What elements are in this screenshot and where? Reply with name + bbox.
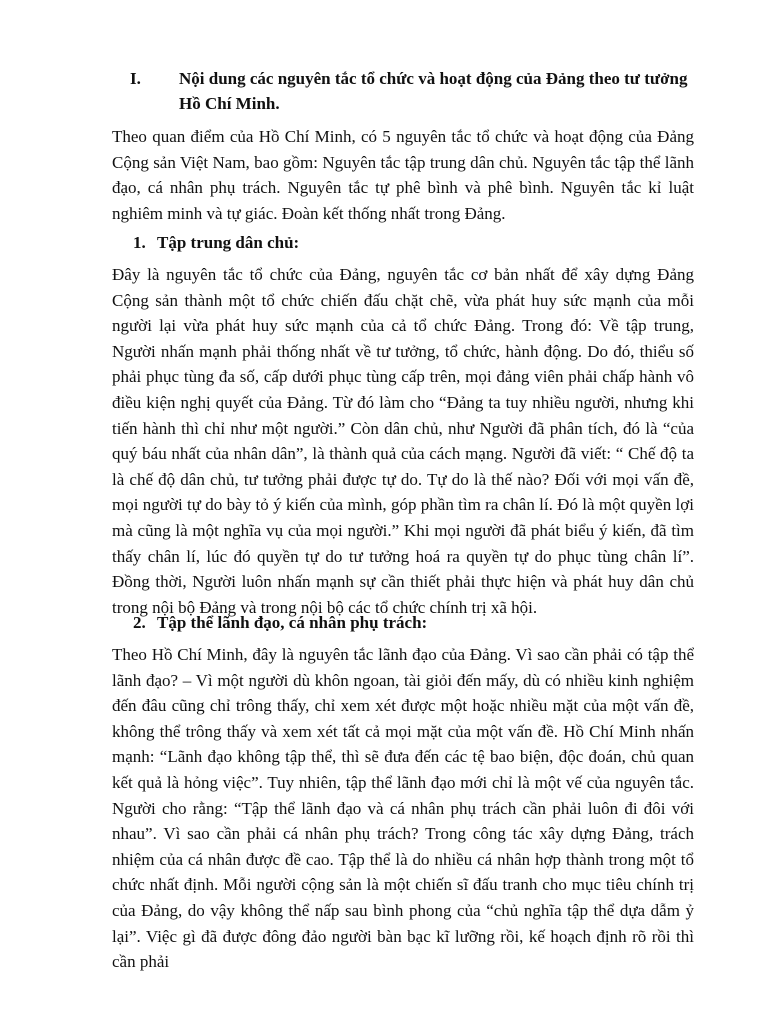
subsection-number: 2. xyxy=(133,613,146,632)
section-title: Nội dung các nguyên tắc tổ chức và hoạt động của Đảng theo tư tưởng Hồ Chí Minh. xyxy=(179,69,688,113)
subsection-title: Tập thể lãnh đạo, cá nhân phụ trách: xyxy=(157,613,428,632)
intro-paragraph: Theo quan điểm của Hồ Chí Minh, có 5 nguyên tắc tổ chức và hoạt động của Đảng Cộng sản Việt Nam, bao gồm: Nguyên tắc tập trung dân chủ. Nguyên tắc tập thể lãnh đạo, cá nhân phụ trách. Nguyên tắc tự phê bình và phê bình. Nguyên tắc kỉ luật nghiêm minh và tự giác. Đoàn kết thống nhất trong Đảng. xyxy=(112,127,694,223)
subsection-body-1: Đây là nguyên tắc tổ chức của Đảng, nguyên tắc cơ bản nhất để xây dựng Đảng Cộng sản thành một tổ chức chiến đấu chặt chẽ, vừa phát huy sức mạnh của mỗi người lại vừa phát huy sức mạnh của cả tổ chức Đảng. Trong đó: Về tập trung, Người nhấn mạnh phải thống nhất về tư tưởng, tổ chức, hành động. Do đó, thiểu số phải phục tùng đa số, cấp dưới phục tùng cấp trên, mọi đảng viên phải chấp hành vô điều kiện nghị quyết của Đảng. Từ đó làm cho “Đảng ta tuy nhiều người, nhưng khi tiến hành thì chỉ như một người.” Còn dân chủ, như Người đã phân tích, đó là “của quý báu nhất của nhân dân”, là thành quả của cách mạng. Người đã viết: “ Chế độ ta là chế độ dân chủ, tư tưởng phải được tự do. Tự do là thế nào? Đối với mọi vấn đề, mọi người tự do bày tỏ ý kiến của mình, góp phần tìm ra chân lí. Đó là một quyền lợi mà cũng là một nghĩa vụ của mọi người.” Khi mọi người đã phát biểu ý kiến, đã tìm thấy chân lí, lúc đó quyền tự do tư tưởng hoá ra quyền tự do phục tùng chân lí”. Đồng thời, Người luôn nhấn mạnh sự cần thiết phải thực hiện và phát huy dân chủ trong nội bộ Đảng và trong nội bộ các tổ chức chính trị xã hội. xyxy=(112,265,694,617)
subsection-title: Tập trung dân chủ: xyxy=(157,233,300,252)
section-heading xyxy=(130,66,710,116)
subsection-body-2: Theo Hồ Chí Minh, đây là nguyên tắc lãnh đạo của Đảng. Vì sao cần phải có tập thể lãnh đạo? – Vì một người dù khôn ngoan, tài giỏi đến mấy, dù có nhiều kinh nghiệm đến đâu cũng chỉ trông thấy, chỉ xem xét được một hoặc nhiều mặt của một vấn đề, không thể trông thấy và xem xét tất cả mọi mặt của một vấn đề. Hồ Chí Minh nhấn mạnh: “Lãnh đạo không tập thể, thì sẽ đưa đến các tệ bao biện, độc đoán, chủ quan kết quả là hỏng việc”. Tuy nhiên, tập thể lãnh đạo mới chỉ là một vế của nguyên tắc. Người cho rằng: “Tập thể lãnh đạo và cá nhân phụ trách cần phải luôn đi đôi với nhau”. Vì sao cần phải cá nhân phụ trách? Trong công tác xây dựng Đảng, trách nhiệm của cá nhân được đề cao. Tập thể là do nhiều cá nhân hợp thành trong một tổ chức nhất định. Mỗi người cộng sản là một chiến sĩ đấu tranh cho mục tiêu chính trị của Đảng, do vậy không thể nấp sau bình phong của “chủ nghĩa tập thể dựa dẫm ỷ lại”. Việc gì đã được đông đảo người bàn bạc kĩ lưỡng rồi, kế hoạch định rõ rồi thì cần phải xyxy=(112,645,694,972)
section-number: I. xyxy=(130,69,141,88)
subsection-heading-1 xyxy=(133,230,299,255)
subsection-number: 1. xyxy=(133,233,146,252)
subsection-heading-2 xyxy=(133,610,427,635)
